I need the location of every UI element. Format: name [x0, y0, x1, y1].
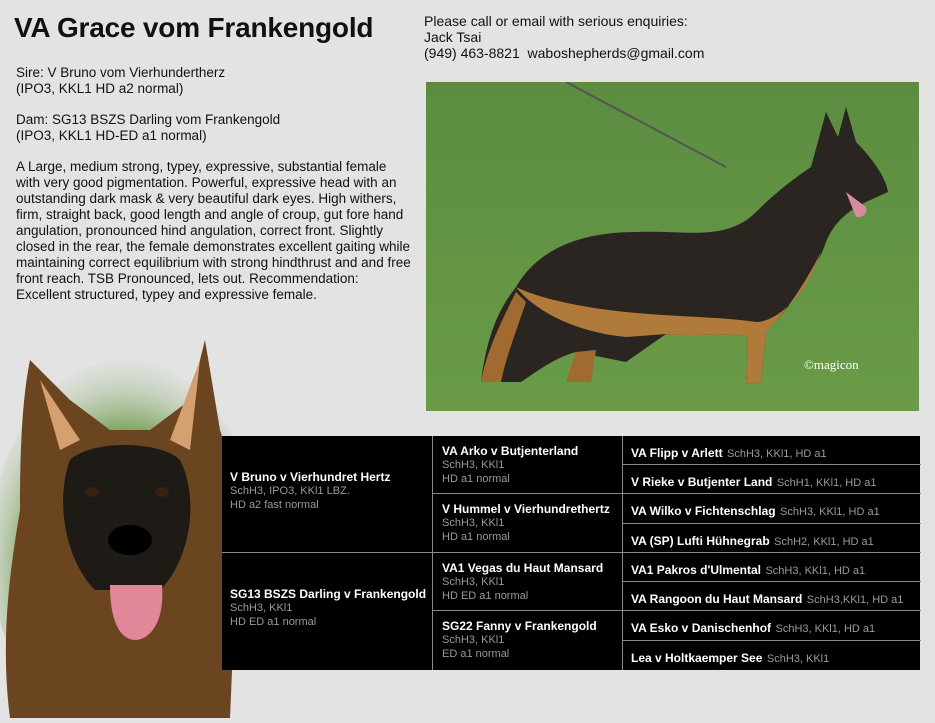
dam-paragraph [16, 112, 414, 144]
dam-detail: (IPO3, KKL1 HD-ED a1 normal) [16, 128, 207, 143]
standing-dog-illustration [426, 82, 919, 411]
pedigree-great-grandparent [623, 553, 921, 582]
contact-phone[interactable]: (949) 463-8821 [424, 45, 520, 61]
pedigree-table [222, 436, 920, 670]
great-grandparent-detail: SchH3, KKl1 [766, 653, 830, 665]
great-grandparent-name: VA Flipp v Arlett [631, 446, 723, 460]
great-grandparent-name: VA Wilko v Fichtenschlag [631, 504, 776, 518]
sire-line: Sire: V Bruno vom Vierhundertherz [16, 65, 226, 80]
great-grandparent-name: VA Rangoon du Haut Mansard [631, 592, 803, 606]
dam-detail-2: HD ED a1 normal [230, 616, 317, 628]
great-grandparent-name: VA1 Pakros d'Ulmental [631, 563, 762, 577]
great-grandparent-detail: SchH3, KKl1, HD a1 [765, 565, 866, 577]
sire-detail: (IPO3, KKL1 HD a2 normal) [16, 81, 184, 96]
dog-info [16, 65, 414, 318]
grandparent-name: VA Arko v Butjenterland [442, 444, 579, 458]
grandparent-detail: SchH3, KKl1 [442, 517, 505, 529]
pedigree-grandparents-column [432, 436, 623, 670]
great-grandparent-name: Lea v Holtkaemper See [631, 651, 763, 665]
photo-watermark: ©magicon [804, 357, 859, 372]
dam-detail-1: SchH3, KKl1 [230, 602, 293, 614]
pedigree-great-grandparents-column [622, 436, 921, 670]
pedigree-grandparent [433, 436, 623, 494]
pedigree-grandparent [433, 494, 623, 553]
grandparent-name: V Hummel v Vierhundrethertz [442, 502, 610, 516]
pedigree-great-grandparent [623, 465, 921, 494]
grandparent-detail: SchH3, KKl1 [442, 459, 505, 471]
great-grandparent-detail: SchH3, KKl1, HD a1 [775, 623, 876, 635]
page-title: VA Grace vom Frankengold [14, 12, 374, 43]
pedigree-sire [222, 436, 432, 553]
grandparent-name: SG22 Fanny v Frankengold [442, 619, 597, 633]
sire-paragraph [16, 65, 414, 97]
contact-block [424, 13, 704, 61]
grandparent-name: VA1 Vegas du Haut Mansard [442, 561, 604, 575]
pedigree-dam [222, 553, 432, 670]
sire-detail-1: SchH3, IPO3, KKl1 LBZ. [230, 485, 350, 497]
grandparent-detail: HD a1 normal [442, 473, 510, 485]
sire-name: V Bruno v Vierhundret Hertz [230, 470, 391, 484]
pedigree-great-grandparent [623, 494, 921, 524]
dam-name: SG13 BSZS Darling v Frankengold [230, 587, 427, 601]
pedigree-grandparent [433, 611, 623, 670]
pedigree-great-grandparent [623, 641, 921, 670]
pedigree-great-grandparent [623, 436, 921, 465]
grandparent-detail: SchH3, KKl1 [442, 576, 505, 588]
great-grandparent-detail: SchH1, KKl1, HD a1 [776, 477, 877, 489]
description: A Large, medium strong, typey, expressive, substantial female with very good pigmentation. Powerful, expressive head with an outstanding dark mask & very beautiful dark eyes. High withers, firm, straight back, good length and angle of croup, gut fore hand angulation, pronounced hind angulation, correct front. Slightly closed in the rear, the female demonstrates excellent gaiting while maintaining correct equilibrium with strong hindthrust and and free front reach. TSB Pronounced, lets out. Recommendation: Excellent structured, typey and expressive female. [16, 159, 411, 302]
great-grandparent-name: VA Esko v Danischenhof [631, 621, 772, 635]
great-grandparent-detail: SchH3, KKl1, HD a1 [780, 506, 880, 518]
grandparent-detail: HD ED a1 normal [442, 590, 529, 602]
dam-line: Dam: SG13 BSZS Darling vom Frankengold [16, 112, 281, 127]
pedigree-grandparent [433, 553, 623, 611]
contact-name: Jack Tsai [424, 29, 482, 45]
pedigree-great-grandparent [623, 582, 921, 611]
great-grandparent-detail: SchH3, KKl1, HD a1 [727, 448, 827, 460]
pedigree-great-grandparent [623, 524, 921, 553]
pedigree-great-grandparent [623, 611, 921, 641]
great-grandparent-detail: SchH3,KKl1, HD a1 [806, 594, 904, 606]
great-grandparent-name: VA (SP) Lufti Hühnegrab [631, 534, 770, 548]
grandparent-detail: ED a1 normal [442, 648, 510, 660]
dog-standing-photo [426, 82, 919, 411]
pedigree-parents-column [222, 436, 432, 670]
sire-detail-2: HD a2 fast normal [230, 499, 319, 511]
grandparent-detail: SchH3, KKl1 [442, 634, 505, 646]
contact-email[interactable]: waboshepherds@gmail.com [527, 45, 705, 61]
contact-details [424, 45, 704, 61]
great-grandparent-detail: SchH2, KKl1, HD a1 [774, 536, 874, 548]
great-grandparent-name: V Rieke v Butjenter Land [631, 475, 773, 489]
grandparent-detail: HD a1 normal [442, 531, 510, 543]
contact-prompt: Please call or email with serious enquiries: [424, 13, 688, 29]
